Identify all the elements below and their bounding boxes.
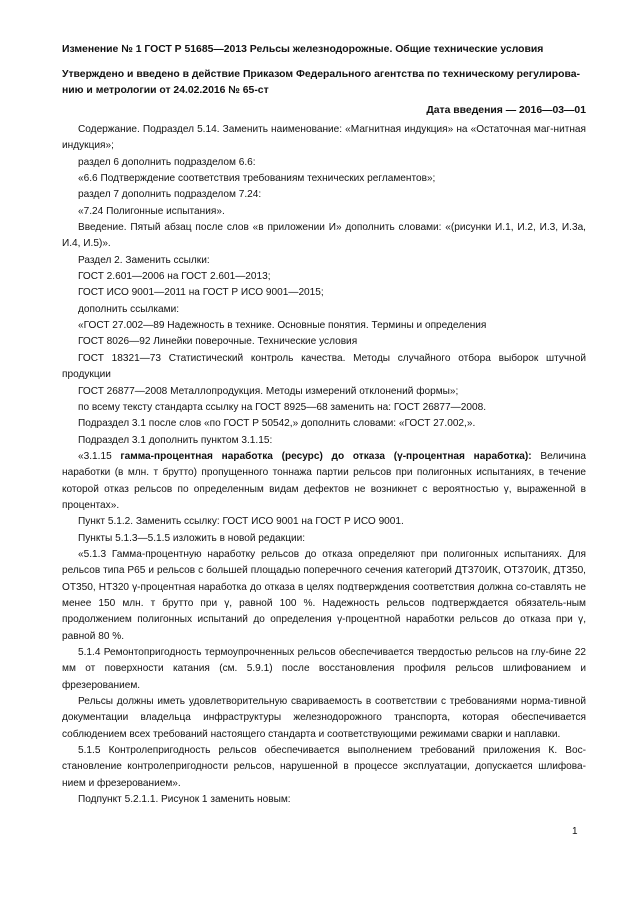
paragraph: Пункты 5.1.3—5.1.5 изложить в новой редакции: <box>78 532 306 544</box>
definition-text: Величина наработки (в млн. т брутто) пропущенного тоннажа партии рельсов при полигонных испытаниях, в течение которой отказ рельсов по определенным видам дефектов не возникнет с вероятностью γ, выраженной в процентах». <box>62 450 586 511</box>
paragraph: Содержание. Подраздел 5.14. Заменить наименование: «Магнитная индукция» на «Остаточная маг-нитная индукция»; <box>62 124 586 152</box>
paragraph: по всему тексту стандарта ссылку на ГОСТ 8925—68 заменить на: ГОСТ 26877—2008. <box>78 401 487 413</box>
effective-date: Дата введения — 2016—03—01 <box>426 105 586 116</box>
paragraph: Подраздел 3.1 дополнить пунктом 3.1.15: <box>78 434 273 446</box>
paragraph: «7.24 Полигонные испытания». <box>78 205 225 217</box>
paragraph: Раздел 2. Заменить ссылки: <box>78 254 210 266</box>
paragraph: ГОСТ 2.601—2006 на ГОСТ 2.601—2013; <box>78 271 271 283</box>
paragraph: «5.1.3 Гамма-процентную наработку рельсов до отказа определяют при полигонных испытаниях. Для рельсов типа Р65 и рельсов с большей площадью поперечного сечения категорий ДТ370ИК, ОТ370ИК, ДТ350, ОТ350, НТ320 γ-процентная наработка до отказа в целях подтверждения соответствия должна со-ставлять не менее 150 млн. т брутто при γ, равной 100 %. Надежность рельсов подтверждается обязатель-ным продолжением полигонных испытаний до определения γ-процентной наработки рельсов до отказа при γ, равной 80 %. <box>62 548 586 642</box>
paragraph: 5.1.5 Контролепригодность рельсов обеспечивается выполнением требований приложения К. Вос-становление контролепригодности рельсов, нарушенной в процессе эксплуатации, допускается шлифова-нием и фрезерованием». <box>62 745 586 789</box>
paragraph: Подраздел 3.1 после слов «по ГОСТ Р 50542,» дополнить словами: «ГОСТ 27.002,». <box>78 418 476 430</box>
paragraph: ГОСТ 18321—73 Статистический контроль качества. Методы случайного отбора выборок штучной продукции <box>62 352 586 381</box>
page-number: 1 <box>572 826 578 837</box>
definition-number: «3.1.15 <box>78 450 121 462</box>
approval-line-1: Утверждено и введено в действие Приказом Федерального агентства по техническому регулирова- <box>62 69 580 80</box>
paragraph: ГОСТ 26877—2008 Металлопродукция. Методы измерений отклонений формы»; <box>78 385 459 397</box>
amendment-title: Изменение № 1 ГОСТ Р 51685—2013 Рельсы железнодорожные. Общие технические условия <box>62 44 544 55</box>
paragraph: «ГОСТ 27.002—89 Надежность в технике. Основные понятия. Термины и определения <box>78 320 487 332</box>
paragraph: Введение. Пятый абзац после слов «в приложении И» дополнить словами: «(рисунки И.1, И.2, И.3, И.3а, И.4, И.5)». <box>62 222 586 250</box>
defined-term: гамма-процентная наработка (ресурс) до отказа (γ-процентная наработка): <box>120 450 532 462</box>
paragraph: «6.6 Подтверждение соответствия требованиям технических регламентов»; <box>78 173 436 185</box>
paragraph: Пункт 5.1.2. Заменить ссылку: ГОСТ ИСО 9001 на ГОСТ Р ИСО 9001. <box>78 516 404 528</box>
paragraph: Рельсы должны иметь удовлетворительную свариваемость в соответствии с требованиями норма-тивной документации владельца инфраструктуры железнодорожного транспорта, которая обеспечивается соблюдением всех требований настоящего стандарта и соответствующими режимами сварки и наплавки. <box>62 696 586 740</box>
paragraph: ГОСТ ИСО 9001—2011 на ГОСТ Р ИСО 9001—2015; <box>78 287 324 299</box>
paragraph: раздел 6 дополнить подразделом 6.6: <box>78 156 256 168</box>
paragraph: раздел 7 дополнить подразделом 7.24: <box>78 189 262 201</box>
definition-paragraph <box>62 449 586 514</box>
paragraph: 5.1.4 Ремонтопригодность термоупрочненных рельсов обеспечивается твердостью рельсов на глу-бине 22 мм от поверхности катания (см. 5.9.1) после восстановления профиля рельсов шлифованием и фрезерованием. <box>62 647 586 691</box>
document-body <box>62 122 586 808</box>
approval-line-2: нию и метрологии от 24.02.2016 № 65-ст <box>62 85 269 96</box>
paragraph: Подпункт 5.2.1.1. Рисунок 1 заменить новым: <box>78 794 291 806</box>
paragraph: ГОСТ 8026—92 Линейки поверочные. Технические условия <box>78 336 358 348</box>
paragraph: дополнить ссылками: <box>78 303 180 315</box>
